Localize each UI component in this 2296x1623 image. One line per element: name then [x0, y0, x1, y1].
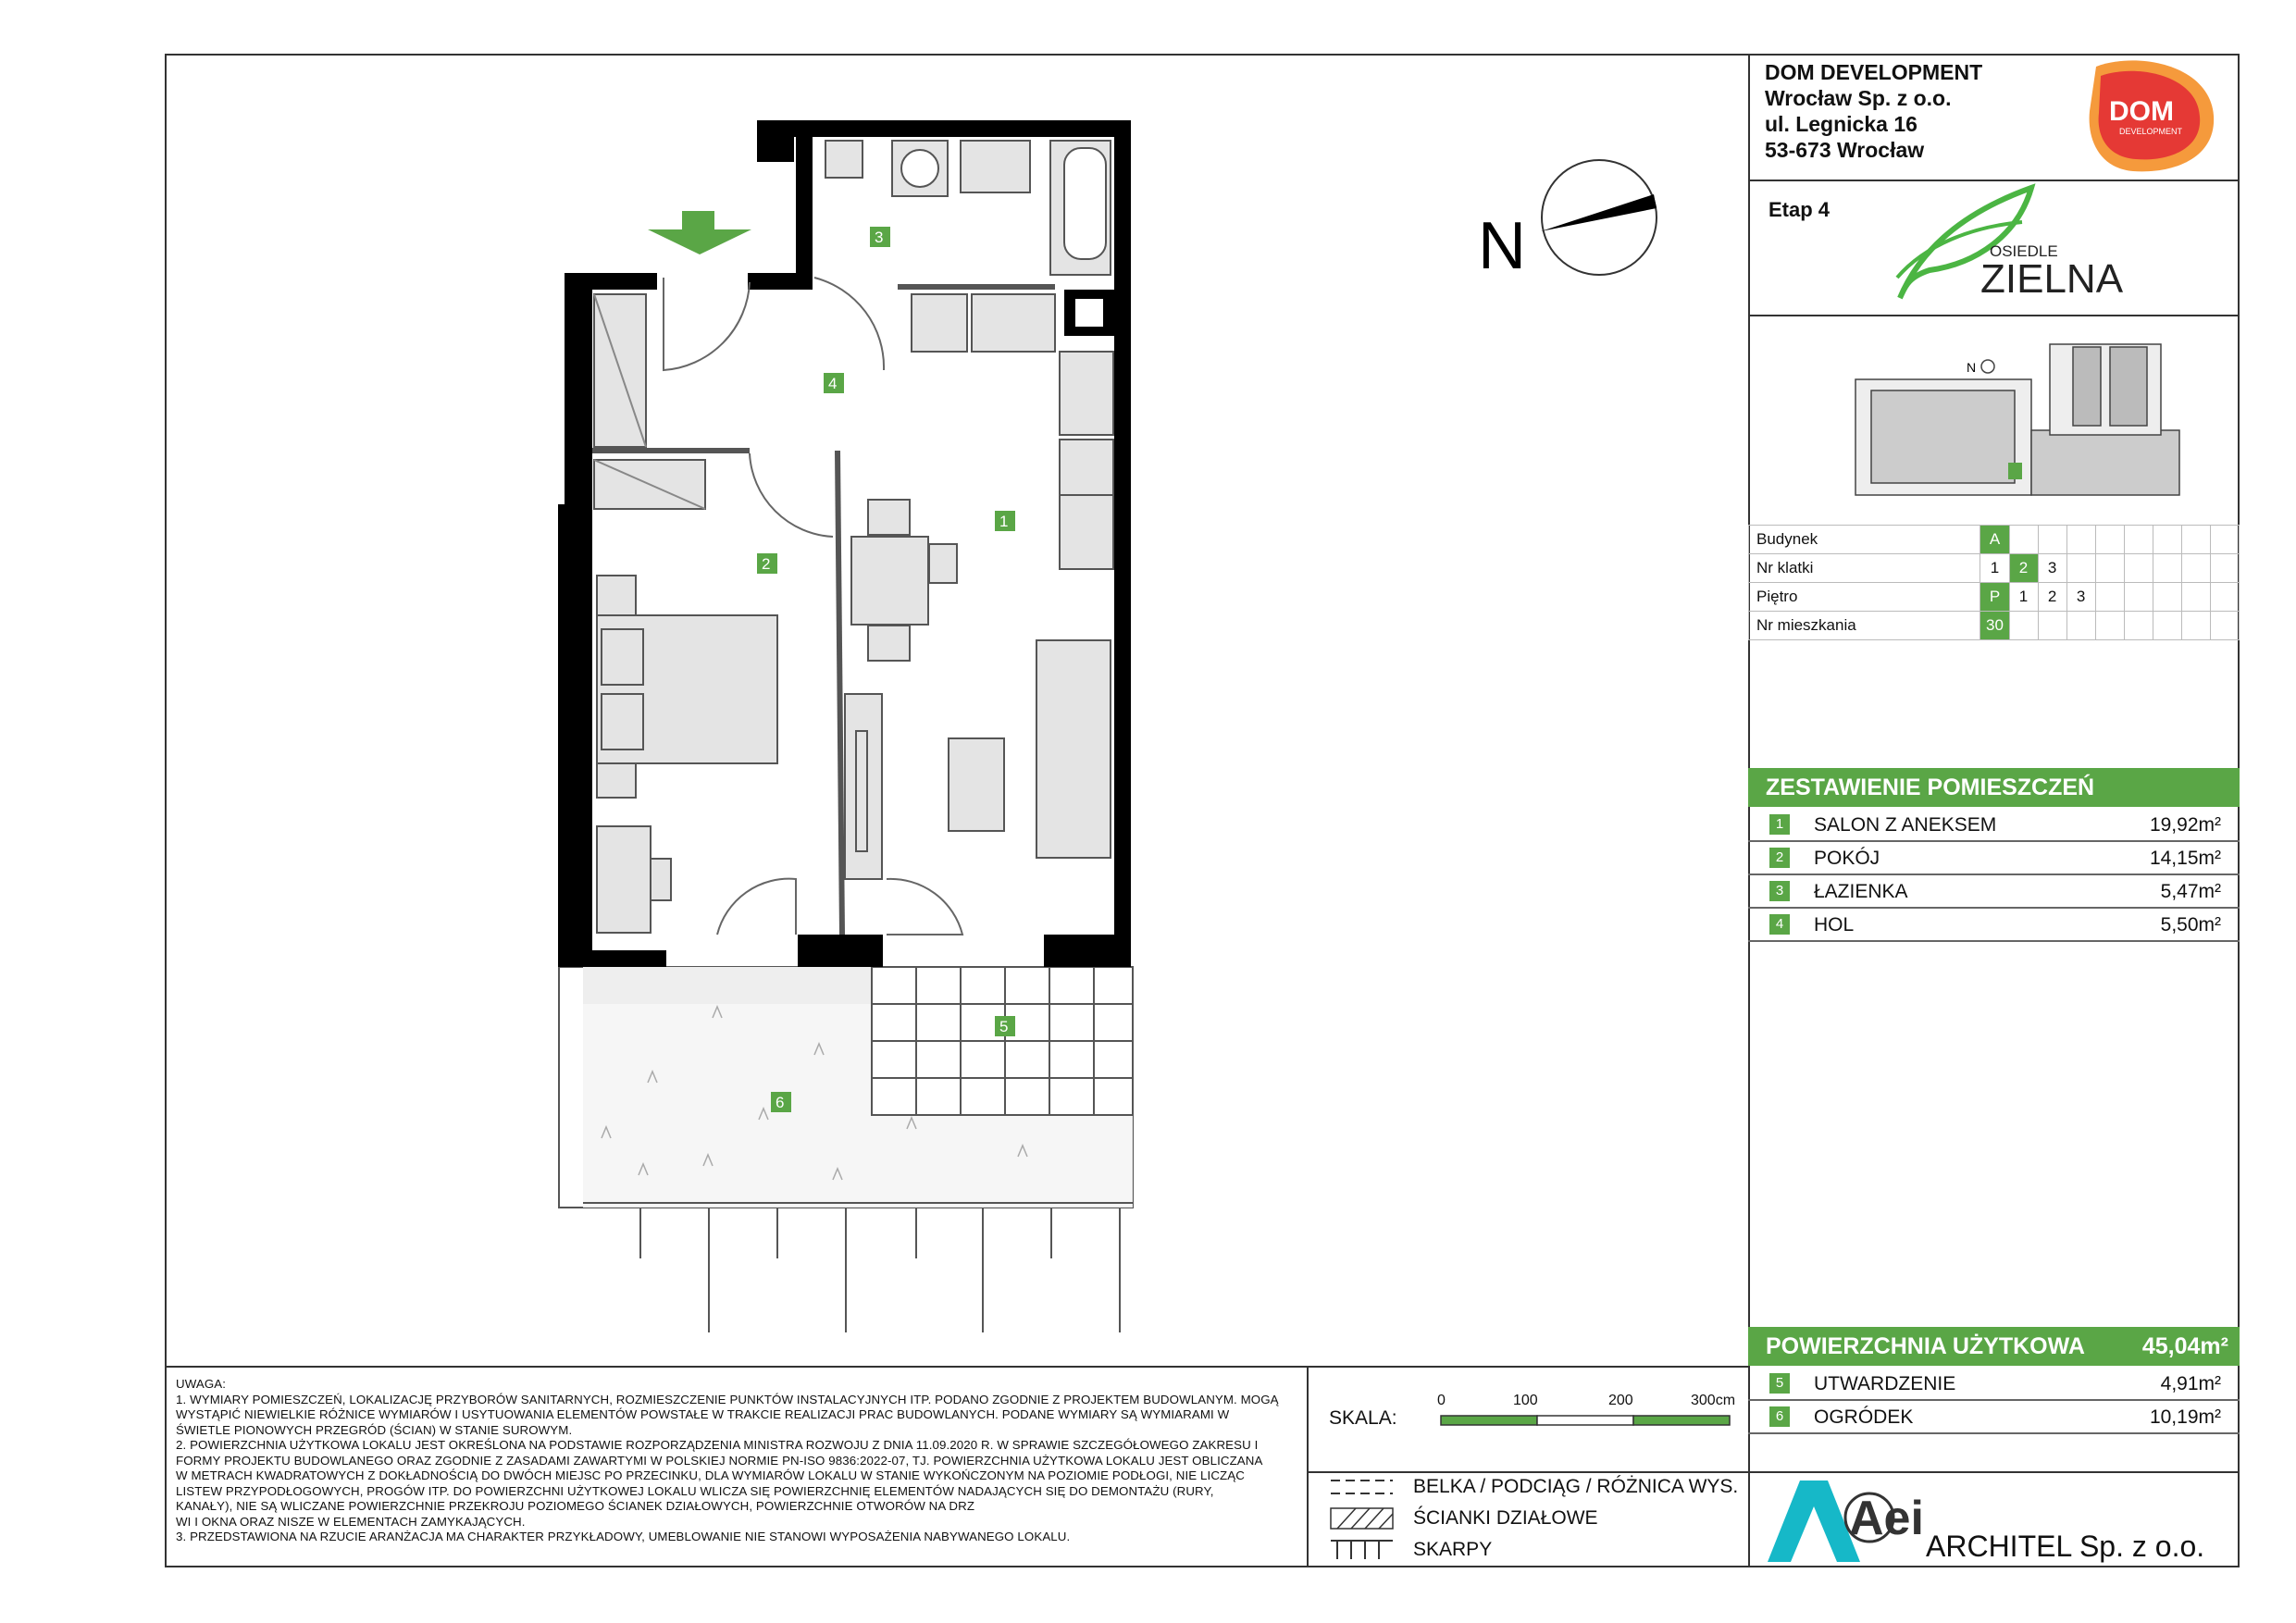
architel-logo: [1768, 1481, 1924, 1562]
site-plan-thumbnail: [1855, 344, 2179, 495]
entrance-arrow-icon: [648, 211, 751, 254]
scale-tick: 200: [1608, 1393, 1633, 1408]
scale-tick: 300cm: [1691, 1393, 1736, 1408]
params-row-pietro: Piętro P 1 2 3: [1749, 583, 2240, 612]
architect-name: ARCHITEL Sp. z o.o.: [1926, 1530, 2205, 1563]
notes-line: 1. WYMIARY POMIESZCZEŃ, LOKALIZACJĘ PRZYBORÓW SANITARNYCH, ROZMIESZCZENIE PUNKTÓW INSTALACYJNYCH ITP. PODANO ZGODNIE Z PROJEKTEM BUDOWLANYM. MOGĄ: [176, 1392, 1279, 1406]
company-street: ul. Legnicka 16: [1765, 112, 1917, 136]
notes-block: [176, 1377, 1286, 1545]
plan-tag-2: 2: [762, 555, 771, 573]
scale-label: SKALA:: [1329, 1407, 1397, 1429]
compass-label: N: [1478, 209, 1526, 283]
scale-tick: 0: [1437, 1393, 1446, 1408]
notes-line: UWAGA:: [176, 1377, 227, 1391]
notes-line: WI I OKNA ORAZ NISZE W ELEMENTACH ZAMYKAJĄCYCH.: [176, 1514, 526, 1529]
estate-logo-top: OSIEDLE: [1990, 242, 2058, 260]
dom-development-logo: [2090, 60, 2215, 171]
room-row: 2 POKÓJ 14,15m²: [1748, 842, 2240, 875]
scale-tick: 100: [1513, 1393, 1538, 1408]
plan-tag-5: 5: [999, 1018, 1009, 1035]
notes-line: FORMY PROJEKTU BUDOWLANEGO ORAZ ZGODNIE Z ZASADAMI ZAWARTYMI W POLSKIEJ NORMIE PN-ISO 9836:2022-07, TJ. POWIERZCHNIA UŻYTKOWA LOKALU JEST OBLICZANA: [176, 1453, 1263, 1468]
plan-tag-1: 1: [999, 513, 1009, 530]
company-address: [1765, 59, 1982, 163]
company-subname: Wrocław Sp. z o.o.: [1765, 86, 1952, 110]
notes-line: ŚWIETLE PIONOWYCH PRZEGRÓD (ŚCIAN) W STANIE SUROWYM.: [176, 1422, 573, 1437]
stage-label: Etap 4: [1769, 198, 1831, 221]
room-row: 1 SALON Z ANEKSEM 19,92m²: [1748, 809, 2240, 842]
osiedle-zielna-logo: [1897, 188, 2124, 302]
company-city: 53-673 Wrocław: [1765, 138, 1925, 162]
skarpy-icon: [1331, 1541, 1393, 1559]
legend-partition: ŚCIANKI DZIAŁOWE: [1413, 1507, 1598, 1529]
params-row-klatka: Nr klatki 1 2 3: [1749, 554, 2240, 583]
notes-line: 2. POWIERZCHNIA UŻYTKOWA LOKALU JEST OKREŚLONA NA PODSTAWIE ROZPORZĄDZENIA MINISTRA ROZWOJU Z DNIA 11.09.2020 R. W SPRAWIE SZCZEGÓŁOWEGO ZAKRESU I: [176, 1438, 1259, 1452]
shaft-inner: [1075, 299, 1103, 327]
room-row: 4 HOL 5,50m²: [1748, 909, 2240, 942]
plan-tag-6: 6: [776, 1094, 785, 1111]
legend-beam: BELKA / PODCIĄG / RÓŻNICA WYS.: [1413, 1476, 1739, 1497]
bathtub: [1064, 148, 1106, 259]
extra-row: 5 UTWARDZENIE 4,91m²: [1748, 1368, 2240, 1401]
dashed-line-icon: [1331, 1481, 1393, 1493]
params-row-budynek: Budynek A: [1749, 526, 2240, 554]
scale-bar: [1441, 1416, 1730, 1425]
company-name: DOM DEVELOPMENT: [1765, 60, 1983, 84]
compass-icon: [1478, 160, 1657, 283]
usable-area-label: POWIERZCHNIA UŻYTKOWA: [1766, 1333, 2085, 1359]
plan-tag-3: 3: [875, 229, 884, 246]
apartment-params-table: [1748, 525, 2240, 640]
plan-tag-4: 4: [828, 375, 838, 392]
usable-area-value: 45,04m²: [2141, 1333, 2228, 1359]
terrace-tiles: [872, 967, 1133, 1115]
logo-sub: DEVELOPMENT: [2119, 127, 2183, 136]
furniture: [594, 141, 1113, 933]
notes-line: W METRACH KWADRATOWYCH Z DOKŁADNOŚCIĄ DO DWÓCH MIEJSC PO PRZECINKU, DLA WYMIARÓW LOKALU W STANIE WYKOŃCZONYM NA POZIOMIE PODŁOGI, NIE LICZĄC: [176, 1468, 1245, 1482]
rooms-header: ZESTAWIENIE POMIESZCZEŃ: [1748, 768, 2240, 807]
params-row-mieszkanie: Nr mieszkania 30: [1749, 612, 2240, 640]
notes-line: WYSTĄPIĆ NIEWIELKIE RÓŻNICE WYMIARÓW I USYTUOWANIA ELEMENTÓW POWSTAŁE W TRAKCIE REALIZACJI PRAC BUDOWLANYCH. PODANE WYMIARY SĄ WYMIARAMI W: [176, 1407, 1230, 1421]
notes-line: LISTEW PRZYPODŁOGOWYCH, PROGÓW ITP. DO POWIERZCHNI UŻYTKOWEJ LOKALU WLICZA SIĘ POWIERZCHNIĘ ELEMENTÓW NADAJĄCYCH SIĘ DO DEMONTAŻU (RURY,: [176, 1483, 1214, 1498]
site-compass-label: N: [1967, 360, 1977, 375]
legend-slopes: SKARPY: [1413, 1539, 1493, 1560]
extra-row: 6 OGRÓDEK 10,19m²: [1748, 1401, 2240, 1434]
architel-logo-letters: Aei: [1849, 1492, 1924, 1545]
usable-area-header: [1748, 1327, 2240, 1366]
notes-line: KANAŁY), NIE SĄ WLICZANE POWIERZCHNIE PRZEKROJU POZIOMEGO ŚCIANEK DZIAŁOWYCH, POWIERZCHNIE OTWORÓW NA DRZ: [176, 1499, 975, 1513]
room-row: 3 ŁAZIENKA 5,47m²: [1748, 875, 2240, 909]
notes-line: 3. PRZEDSTAWIONA NA RZUCIE ARANŻACJA MA CHARAKTER PRZYKŁADOWY, UMEBLOWANIE NIE STANOWI WYPOSAŻENIA NABYWANEGO LOKALU.: [176, 1530, 1071, 1543]
hatch-icon: [1331, 1508, 1393, 1529]
logo-text: DOM: [2109, 96, 2174, 127]
estate-logo-bottom: ZIELNA: [1980, 256, 2124, 302]
